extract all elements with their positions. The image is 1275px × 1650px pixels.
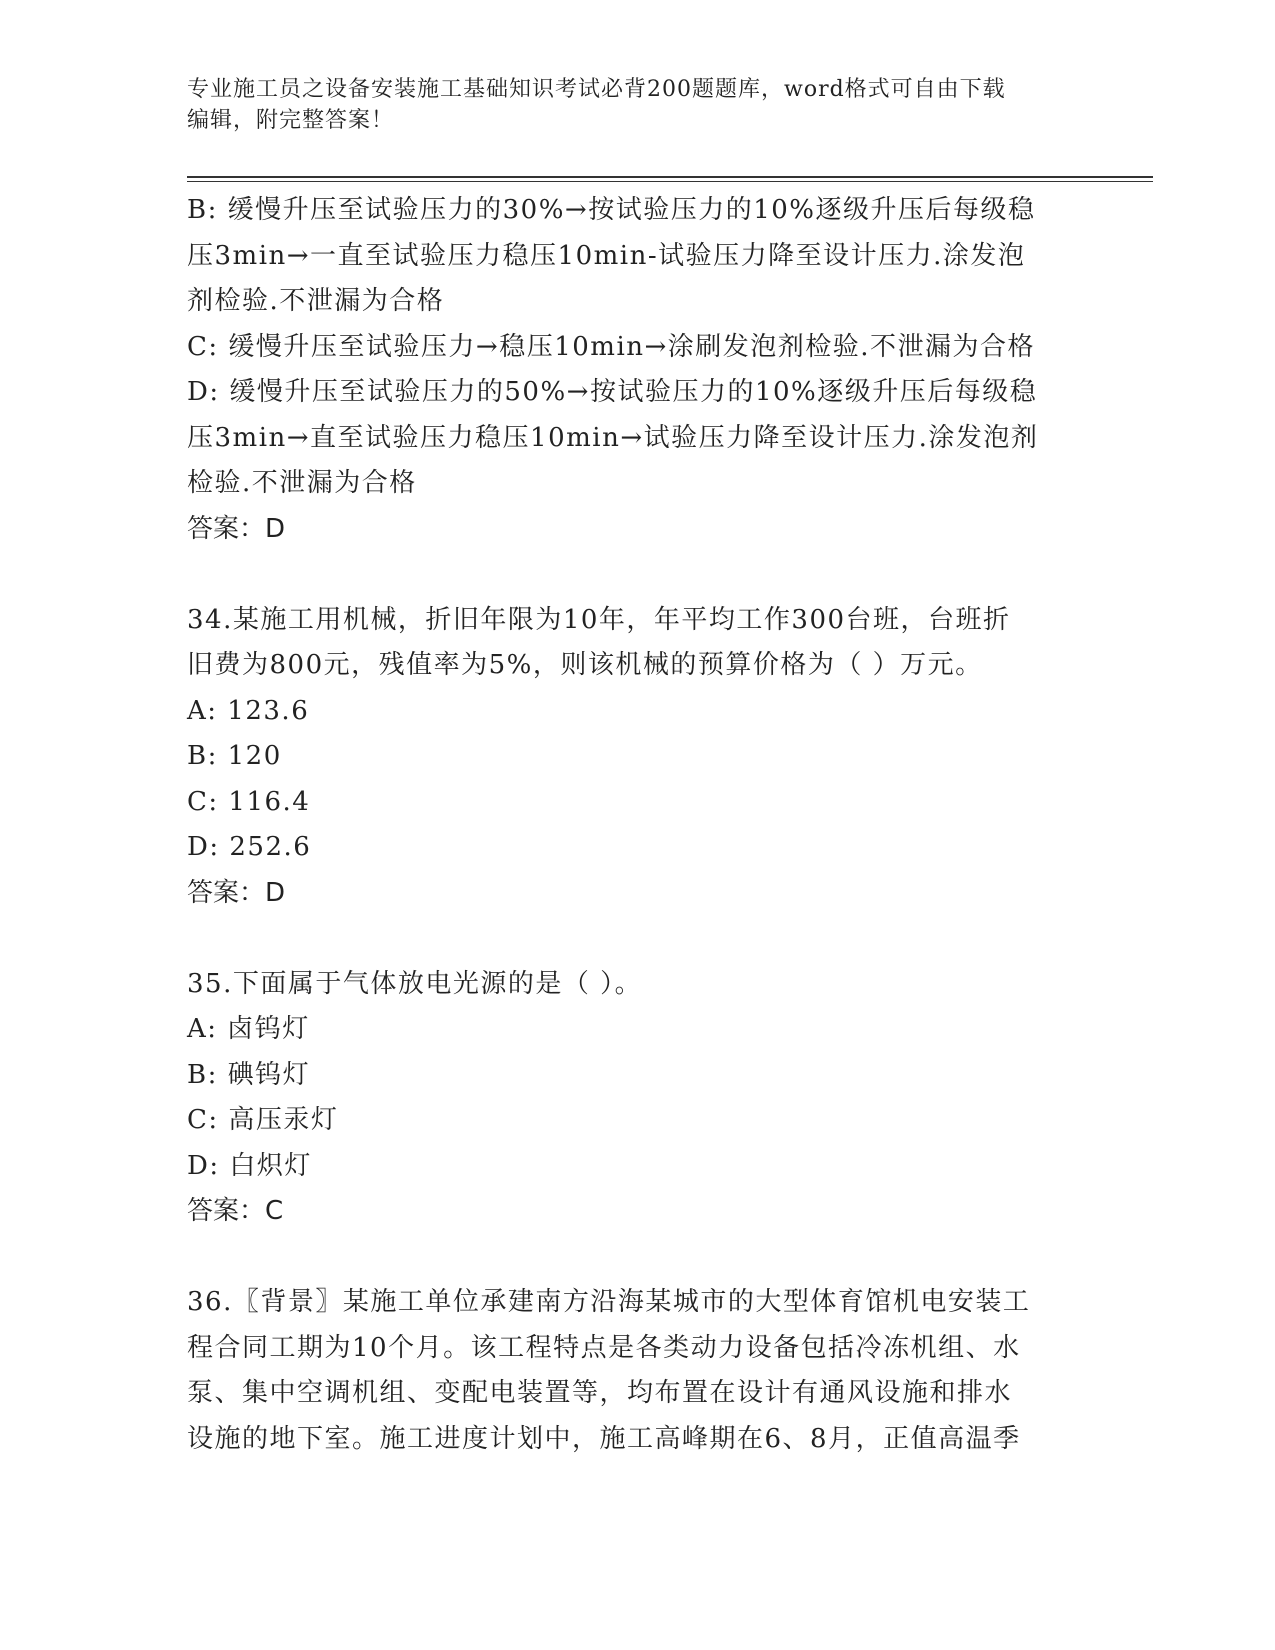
q35-option-c: C: 高压汞灯 — [187, 1105, 339, 1135]
spacer — [187, 552, 1087, 598]
q34-option-d: D: 252.6 — [187, 832, 312, 862]
header-title-line-1: 专业施工员之设备安装施工基础知识考试必背200题题库，word格式可自由下载 — [187, 77, 1006, 102]
q35-option-b: B: 碘钨灯 — [187, 1059, 311, 1090]
q34-answer: 答案：D — [187, 877, 286, 908]
q36-question-line-4: 设施的地下室。施工进度计划中，施工高峰期在6、8月，正值高温季 — [187, 1423, 1021, 1454]
q36-question-line-1: 36.〖背景〗某施工单位承建南方沿海某城市的大型体育馆机电安装工 — [187, 1287, 1031, 1317]
q34-option-c: C: 116.4 — [187, 786, 311, 817]
q33-option-b-line-3: 剂检验.不泄漏为合格 — [187, 286, 445, 316]
spacer — [187, 1235, 1087, 1281]
q35-question: 35.下面属于气体放电光源的是（ ）。 — [187, 968, 643, 999]
q35-answer: 答案：C — [187, 1196, 284, 1226]
q33-option-d-line-3: 检验.不泄漏为合格 — [187, 468, 417, 498]
q36-question-line-2: 程合同工期为10个月。该工程特点是各类动力设备包括冷冻机组、水 — [187, 1332, 1021, 1363]
q34-question-line-1: 34.某施工用机械，折旧年限为10年，年平均工作300台班，台班折 — [187, 604, 1011, 635]
q35-option-d: D: 白炽灯 — [187, 1150, 312, 1181]
question-33-continuation — [187, 188, 1087, 552]
q35-option-a: A: 卤钨灯 — [187, 1014, 310, 1044]
document-body — [187, 188, 1087, 1462]
q34-question-line-2: 旧费为800元，残值率为5%，则该机械的预算价格为（ ）万元。 — [187, 650, 983, 680]
q33-option-c: C: 缓慢升压至试验压力→稳压10min→涂刷发泡剂检验.不泄漏为合格 — [187, 331, 1036, 362]
q34-option-b: B: 120 — [187, 741, 282, 771]
q36-question-line-3: 泵、集中空调机组、变配电装置等，均布置在设计有通风设施和排水 — [187, 1378, 1013, 1408]
question-34 — [187, 598, 1087, 917]
q34-option-a: A: 123.6 — [187, 695, 310, 726]
header-divider — [187, 176, 1153, 182]
document-header — [187, 74, 1087, 136]
q33-answer: 答案：D — [187, 513, 286, 544]
spacer — [187, 916, 1087, 962]
header-title-line-2: 编辑，附完整答案！ — [187, 108, 395, 133]
q33-option-d-line-2: 压3min→直至试验压力稳压10min→试验压力降至设计压力.涂发泡剂 — [187, 422, 1039, 453]
q33-option-d-line-1: D: 缓慢升压至试验压力的50%→按试验压力的10%逐级升压后每级稳 — [187, 377, 1038, 407]
q33-option-b-line-2: 压3min→一直至试验压力稳压10min-试验压力降至设计压力.涂发泡 — [187, 240, 1026, 271]
question-36 — [187, 1280, 1087, 1462]
q33-option-b-line-1: B: 缓慢升压至试验压力的30%→按试验压力的10%逐级升压后每级稳 — [187, 195, 1036, 225]
question-35 — [187, 962, 1087, 1235]
